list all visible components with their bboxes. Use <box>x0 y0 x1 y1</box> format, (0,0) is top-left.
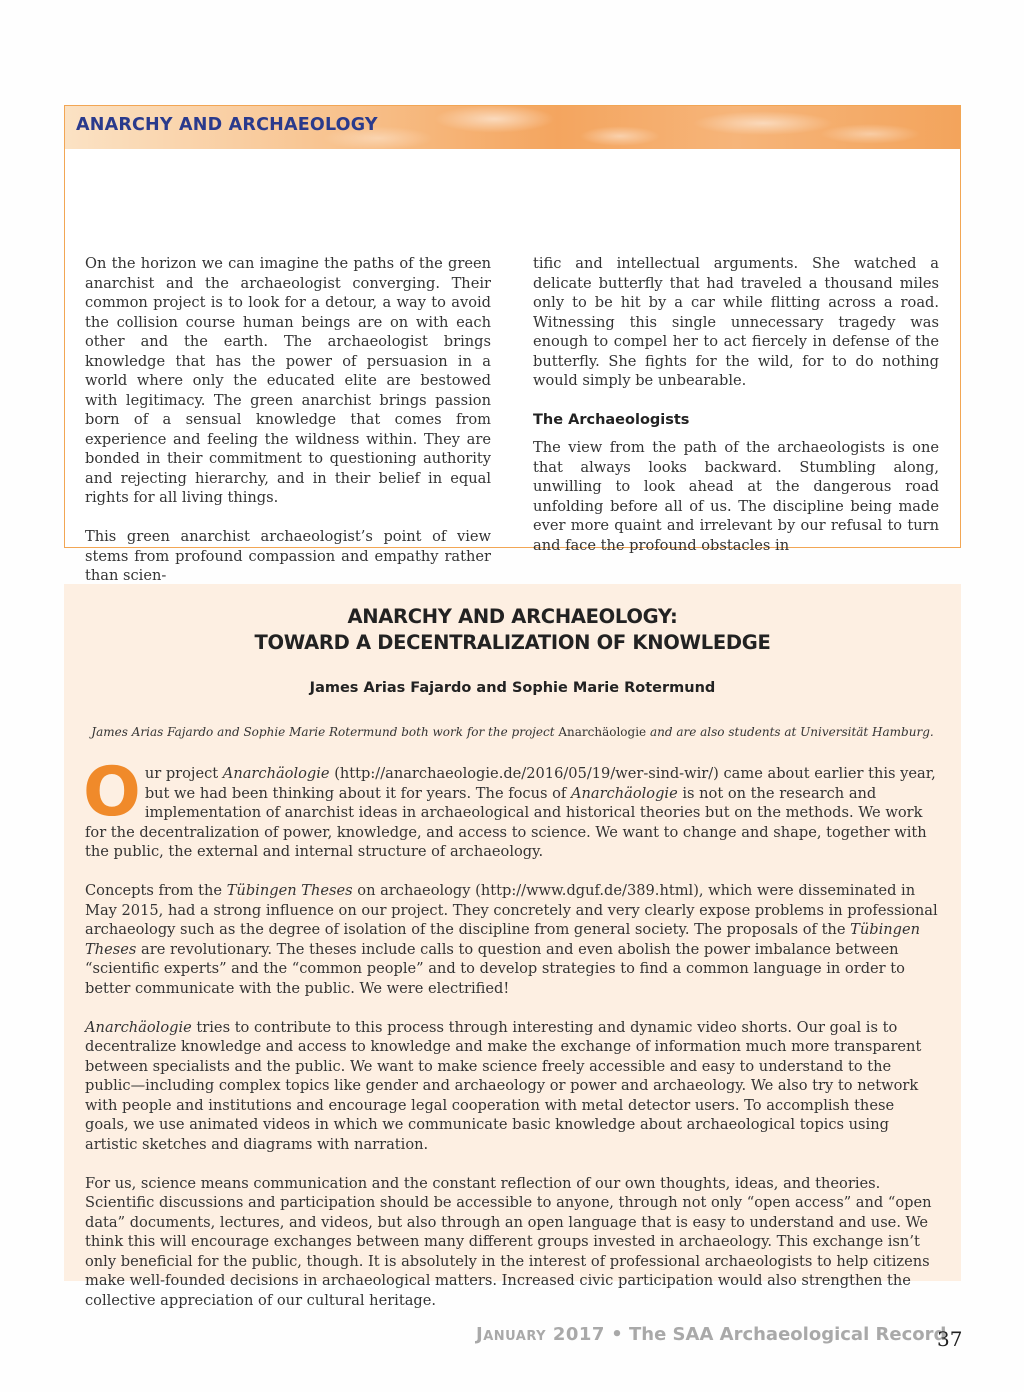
right-paragraph-1: tific and intellectual arguments. She watched a delicate butterfly that had traveled a thousand miles only to be hit by a car while flitting across a road. Witnessing this single unnecessary tragedy was enough to compel her to act fiercely in defense of the butterfly. She fights for the wild, for to do nothing would simply be unbearable. <box>533 255 939 389</box>
top-article-box <box>64 105 961 584</box>
left-paragraph-2: This green anarchist archaeologist’s point of view stems from profound compassion and empathy rather than scien- <box>85 528 491 584</box>
article-body <box>83 753 938 1330</box>
p2-text-c: are revolutionary. The theses include calls to question and even abolish the power imbalance between “scientific experts” and the “common people” and to develop strategies to find a common language in order to better communicate with the public. We were electrified! <box>85 940 905 997</box>
p3-project: Anarchäologie <box>85 1018 192 1036</box>
article-paragraph-1 <box>83 753 938 862</box>
footer-separator: • <box>604 1324 629 1345</box>
p2-theses: Tübingen Theses <box>226 882 353 899</box>
page-number: 37 <box>937 1327 963 1351</box>
article-paragraph-4: For us, science means communication and the constant reflection of our own thoughts, ideas, and theories. Scientific discussions and participation should be accessible to anyone, through not only “open access” and “open data” documents, lectures, and videos, but also through an open language that is easy to understand and use. We think this will encourage exchanges between many different groups invested in archaeology. This exchange isn’t only beneficial for the public, though. It is absolutely in the interest of professional archaeologists to help citizens make well-founded decisions in archaeological matters. Increased civic participation would also strengthen the collective appreciation of our cultural heritage. <box>85 1174 932 1309</box>
p1-project-2: Anarchäologie <box>570 784 678 802</box>
author-affiliation <box>64 725 961 739</box>
article-box <box>64 584 961 1309</box>
article-authors: James Arias Fajardo and Sophie Marie Rotermund <box>309 680 716 696</box>
article-title <box>64 604 961 656</box>
left-column <box>85 254 491 605</box>
article-title-line-1: ANARCHY AND ARCHAEOLOGY: <box>347 605 678 628</box>
affiliation-text-a: James Arias Fajardo and Sophie Marie Rotermund both work for the project <box>91 725 559 739</box>
affiliation-project: Anarchäologie <box>558 725 647 739</box>
footer-journal: The SAA Archaeological Record <box>628 1324 947 1345</box>
p1-text-c: is not on the research and implementation of anarchist ideas in archaeological and historical theories but on the methods. We work for the decentralization of power, knowledge, and access to science. We want to change and shape, together with the public, the external and internal structure of archaeology. <box>85 784 927 860</box>
p2-text-b: on archaeology (http://www.dguf.de/389.html), which were disseminated in May 2015, had a strong influence on our project. They concretely and very clearly expose problems in professional archaeology such as the degree of isolation of the discipline from general society. The proposals of the <box>85 882 938 938</box>
right-column <box>533 254 939 575</box>
article-paragraph-2 <box>85 881 938 998</box>
running-footer <box>476 1324 946 1345</box>
section-banner <box>65 106 960 149</box>
drop-cap: O <box>83 753 141 832</box>
footer-issue-date: January 2017 <box>476 1324 605 1345</box>
section-heading: The Archaeologists <box>533 412 690 428</box>
p1-project: Anarchäologie <box>222 765 330 782</box>
p2-theses-2: Tübingen Theses <box>85 921 921 958</box>
banner-title: ANARCHY AND ARCHAEOLOGY <box>76 115 378 135</box>
article-paragraph-3 <box>85 1018 938 1155</box>
p2-text-a: Concepts from the <box>85 882 227 899</box>
right-paragraph-2: The view from the path of the archaeologists is one that always looks backward. Stumbling along, unwilling to look ahead at the dangerous road unfolding before all of us. The discipline being made ever more quaint and irrelevant by our refusal to turn and face the profound obstacles in <box>533 439 939 554</box>
affiliation-text-b: and are also students at Universität Hamburg. <box>646 725 934 739</box>
article-title-line-2: TOWARD A DECENTRALIZATION OF KNOWLEDGE <box>254 631 771 654</box>
p1-text-b: (http://anarchaeologie.de/2016/05/19/wer-sind-wir/) came about earlier this year, but we had been thinking about it for years. The focus of <box>144 765 936 802</box>
p3-text-b: tries to contribute to this process through interesting and dynamic video shorts. Our goal is to decentralize knowledge and access to knowledge and make the exchange of information much more transparent between specialists and the public. We want to make science freely accessible and easy to understand to the public—including complex topics like gender and archaeology or power and archaeology. We also try to network with people and institutions and encourage legal cooperation with metal detector users. To accomplish these goals, we use animated videos in which we communicate basic knowledge about archaeological topics using artistic sketches and diagrams with narration. <box>85 1018 922 1153</box>
left-paragraph-1: On the horizon we can imagine the paths of the green anarchist and the archaeologist converging. Their common project is to look for a detour, a way to avoid the collision course human beings are on with each other and the earth. The archaeologist brings knowledge that has the power of persuasion in a world where only the educated elite are bestowed with legitimacy. The green anarchist brings passion born of a sensual knowledge that comes from experience and feeling the wildness within. They are bonded in their commitment to questioning authority and rejecting hierarchy, and in their belief in equal rights for all living things. <box>85 255 491 506</box>
p1-text-a: ur project <box>144 765 223 782</box>
